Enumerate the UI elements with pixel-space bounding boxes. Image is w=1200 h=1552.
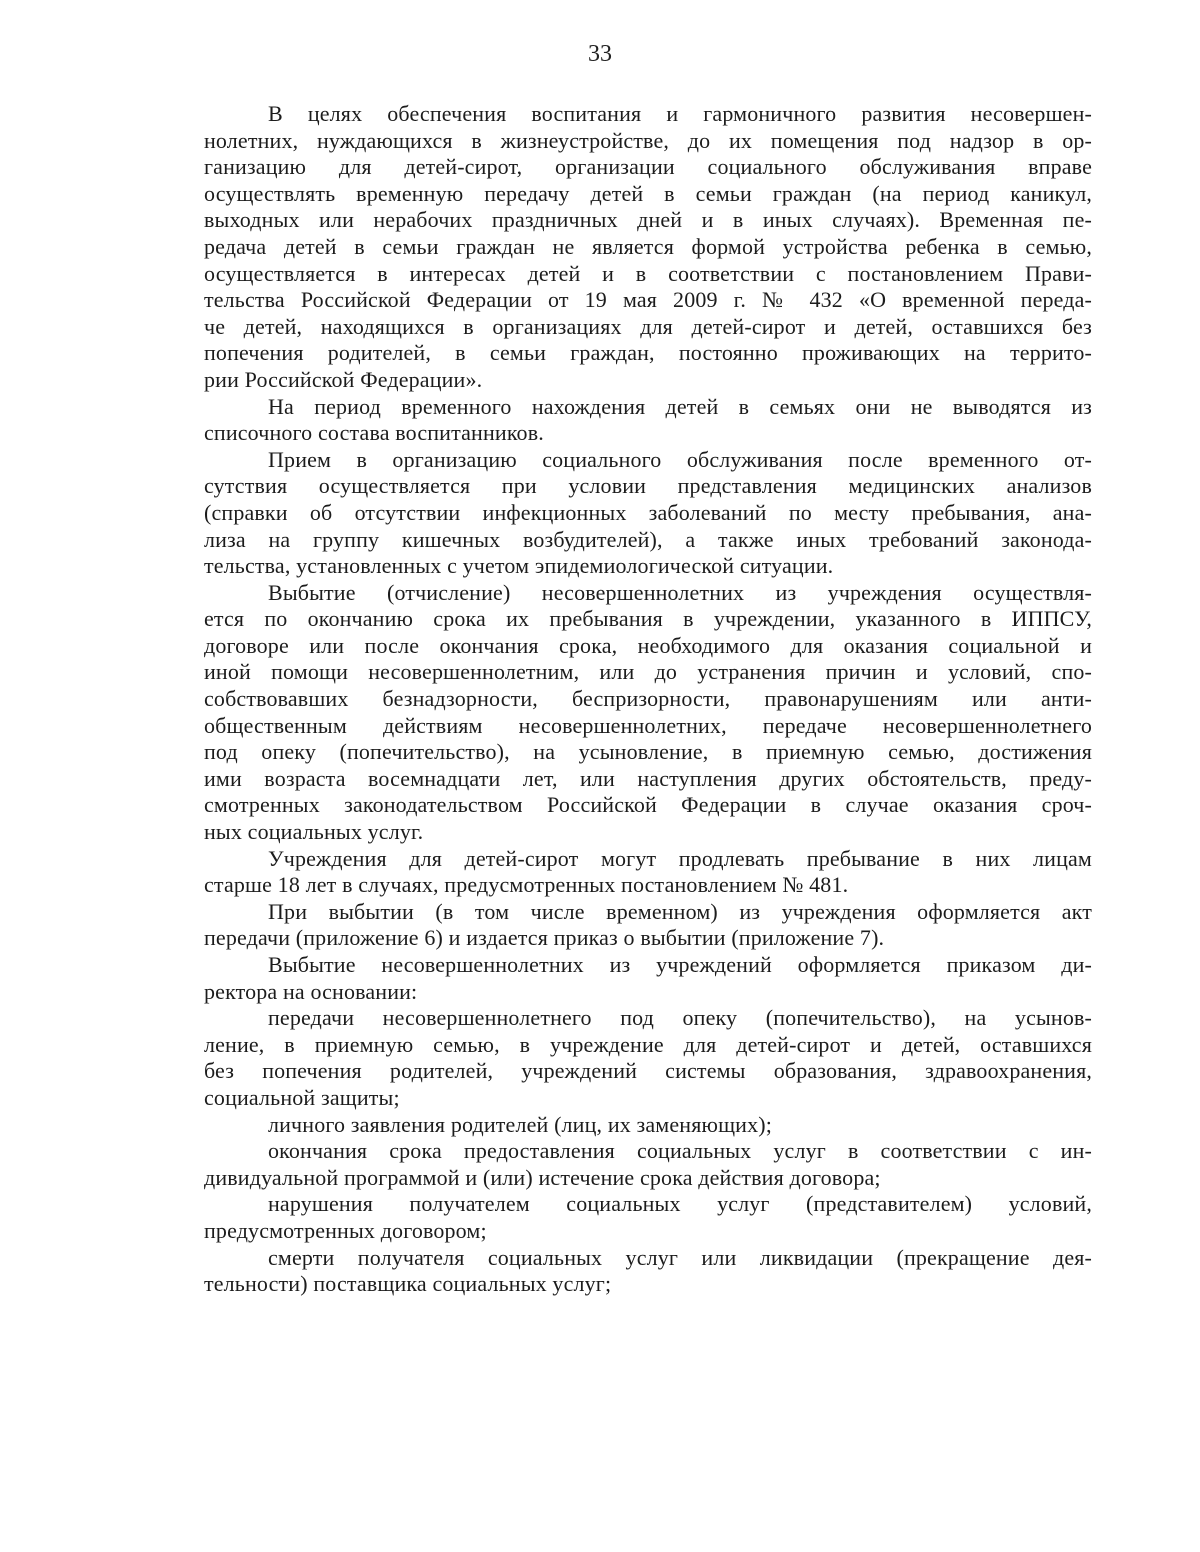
text-line: окончания срока предоставления социальных услуг в соответствии с ин-	[268, 1138, 1092, 1164]
text-line: предусмотренных договором;	[204, 1217, 487, 1243]
paragraph	[204, 447, 1092, 580]
text-line: В целях обеспечения воспитания и гармоничного развития несовершен-	[268, 101, 1092, 126]
text-line: старше 18 лет в случаях, предусмотренных постановлением № 481.	[204, 872, 849, 898]
text-line: редача детей в семьи граждан не является формой устройства ребенка в семью,	[204, 233, 1092, 259]
document-body	[204, 101, 1092, 1298]
text-line: че детей, находящихся в организациях для детей-сирот и детей, оставшихся без	[204, 313, 1092, 339]
text-line: тельности) поставщика социальных услуг;	[204, 1271, 612, 1297]
paragraph	[204, 1191, 1092, 1244]
text-line: общественным действиям несовершеннолетних, передаче несовершеннолетнего	[204, 712, 1092, 738]
text-line: Выбытие (отчисление) несовершеннолетних из учреждения осуществля-	[268, 579, 1092, 605]
text-line: осуществляется в интересах детей и в соответствии с постановлением Прави-	[204, 260, 1092, 286]
text-line: (справки об отсутствии инфекционных заболеваний по месту пребывания, ана-	[204, 499, 1092, 525]
text-line: личного заявления родителей (лиц, их заменяющих);	[268, 1111, 772, 1137]
text-line: ректора на основании:	[204, 978, 418, 1004]
text-line: ими возраста восемнадцати лет, или наступления других обстоятельств, преду-	[204, 765, 1092, 791]
text-line: без попечения родителей, учреждений системы образования, здравоохранения,	[204, 1058, 1092, 1084]
text-line: собствовавших безнадзорности, беспризорности, правонарушениям или анти-	[204, 686, 1092, 712]
paragraph	[204, 1138, 1092, 1191]
text-line: ганизацию для детей-сирот, организации социального обслуживания вправе	[204, 154, 1092, 180]
text-line: сутствия осуществляется при условии представления медицинских анализов	[204, 473, 1092, 499]
text-line: иной помощи несовершеннолетним, или до устранения причин и условий, спо-	[204, 659, 1092, 685]
text-line: На период временного нахождения детей в семьях они не выводятся из	[268, 393, 1092, 419]
paragraph	[204, 1005, 1092, 1111]
text-line: попечения родителей, в семьи граждан, постоянно проживающих на террито-	[204, 340, 1092, 366]
paragraph	[204, 1245, 1092, 1298]
text-line: тельства, установленных с учетом эпидемиологической ситуации.	[204, 553, 834, 579]
paragraph	[204, 846, 1092, 899]
text-line: ление, в приемную семью, в учреждение для детей-сирот и детей, оставшихся	[204, 1031, 1092, 1057]
text-line: ных социальных услуг.	[204, 819, 424, 845]
text-line: тельства Российской Федерации от 19 мая 2009 г. № 432 «О временной переда-	[204, 287, 1092, 313]
text-line: социальной защиты;	[204, 1084, 400, 1110]
text-line: под опеку (попечительство), на усыновление, в приемную семью, достижения	[204, 739, 1092, 765]
text-line: нарушения получателем социальных услуг (представителем) условий,	[268, 1191, 1092, 1217]
text-line: ется по окончанию срока их пребывания в учреждении, указанного в ИППСУ,	[204, 606, 1092, 632]
text-line: При выбытии (в том числе временном) из учреждения оформляется акт	[268, 898, 1092, 924]
text-line: нолетних, нуждающихся в жизнеустройстве, до их помещения под надзор в ор-	[204, 127, 1092, 153]
text-line: передачи несовершеннолетнего под опеку (попечительство), на усынов-	[268, 1005, 1092, 1031]
text-line: Выбытие несовершеннолетних из учреждений оформляется приказом ди-	[268, 952, 1092, 977]
text-line: смерти получателя социальных услуг или ликвидации (прекращение дея-	[268, 1244, 1092, 1270]
text-line: рии Российской Федерации».	[204, 366, 483, 392]
paragraph	[204, 1112, 1092, 1139]
page-number: 33	[588, 41, 612, 67]
text-line: договоре или после окончания срока, необходимого для оказания социальной и	[204, 632, 1092, 658]
paragraph	[204, 952, 1092, 1005]
text-line: передачи (приложение 6) и издается приказ о выбытии (приложение 7).	[204, 925, 885, 951]
text-line: смотренных законодательством Российской Федерации в случае оказания сроч-	[204, 792, 1092, 818]
text-line: списочного состава воспитанников.	[204, 420, 544, 446]
text-line: лиза на группу кишечных возбудителей), а также иных требований законода-	[204, 526, 1092, 552]
text-line: дивидуальной программой и (или) истечение срока действия договора;	[204, 1164, 881, 1190]
paragraph	[204, 394, 1092, 447]
text-line: выходных или нерабочих праздничных дней и в иных случаях). Временная пе-	[204, 207, 1092, 233]
text-line: Учреждения для детей-сирот могут продлевать пребывание в них лицам	[268, 845, 1092, 871]
paragraph	[204, 899, 1092, 952]
text-line: осуществлять временную передачу детей в семьи граждан (на период каникул,	[204, 180, 1092, 206]
text-line: Прием в организацию социального обслуживания после временного от-	[268, 446, 1092, 472]
paragraph	[204, 101, 1092, 394]
paragraph	[204, 580, 1092, 846]
